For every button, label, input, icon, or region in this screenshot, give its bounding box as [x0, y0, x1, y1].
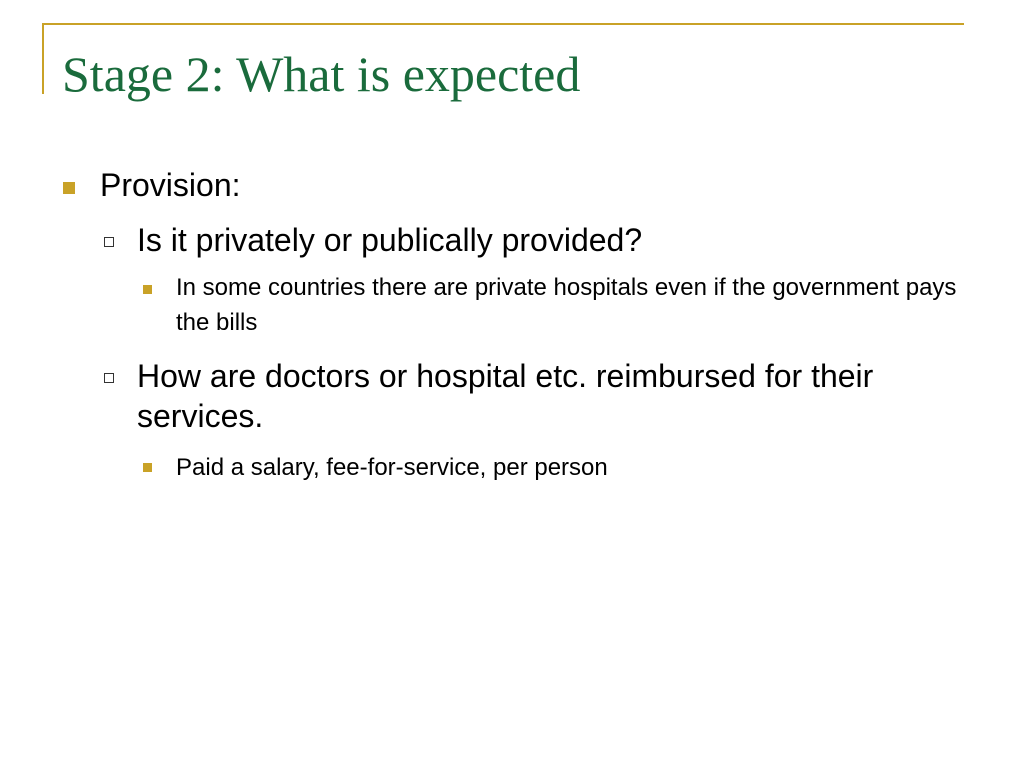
level2-bullet-icon — [104, 373, 114, 383]
bullet-provision: Provision: — [100, 167, 241, 203]
bullet-private-or-public: Is it privately or publically provided? — [137, 222, 643, 258]
bullet-payment-types: Paid a salary, fee-for-service, per person — [176, 454, 608, 481]
level3-bullet-icon — [143, 463, 152, 472]
slide-title: Stage 2: What is expected — [62, 46, 581, 102]
level3-bullet-icon — [143, 285, 152, 294]
bullet-private-hospitals: In some countries there are private hospitals even if the government pays the bills — [176, 274, 957, 336]
title-frame-top-line — [42, 23, 964, 25]
level1-bullet-icon — [63, 182, 75, 194]
title-frame-left-line — [42, 23, 44, 94]
bullet-reimbursement: How are doctors or hospital etc. reimbursed for their services. — [137, 358, 874, 434]
level2-bullet-icon — [104, 237, 114, 247]
